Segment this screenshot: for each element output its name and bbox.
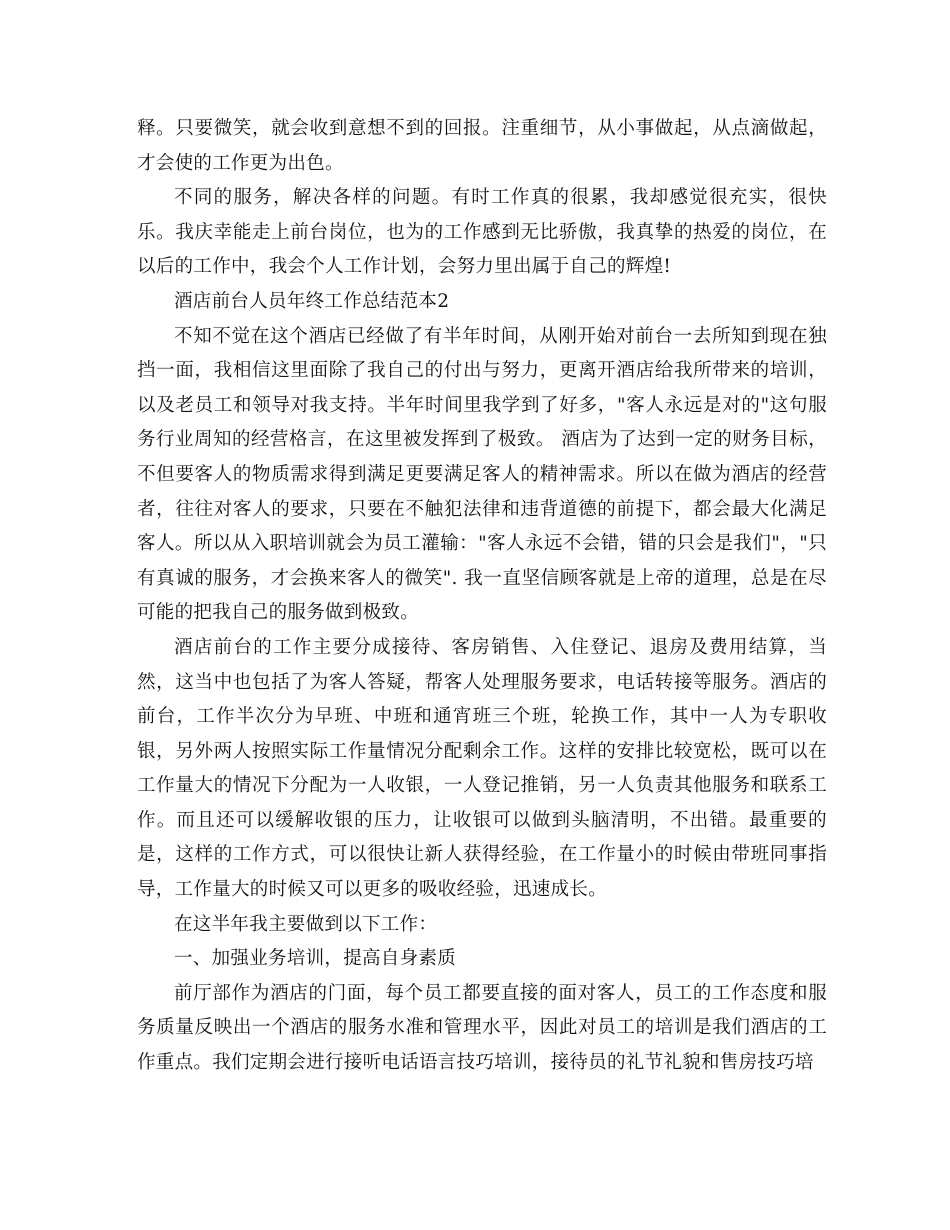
paragraph: 不知不觉在这个酒店已经做了有半年时间，从刚开始对前台一去所知到现在独挡一面，我相信这里面除了我自己的付出与努力，更离开酒店给我所带来的培训，以及老员工和领导对我支持。半年时间里我学到了好多，"客人永远是对的"这句服务行业周知的经营格言，在这里被发挥到了极致。 酒店为了达到一定的财务目标，不但要客人的物质需求得到满足更要满足客人的精神需求。所以在做为酒店的经营者，往往对客人的要求，只要在不触犯法律和违背道德的前提下，都会最大化满足客人。所以从入职培训就会为员工灌输："客人永远不会错，错的只会是我们"，"只有真诚的服务，才会换来客人的微笑". 我一直坚信顾客就是上帝的道理，总是在尽可能的把我自己的服务做到极致。 [137,325,827,624]
document-body [137,112,827,1081]
paragraph: 在这半年我主要做到以下工作： [174,913,438,935]
section-heading: 酒店前台人员年终工作总结范本2 [174,290,450,312]
paragraph-continuation: 释。只要微笑，就会收到意想不到的回报。注重细节，从小事做起，从点滴做起，才会使的工作更为出色。 [137,118,827,174]
paragraph: 酒店前台的工作主要分成接待、客房销售、入住登记、退房及费用结算，当然，这当中也包括了为客人答疑，帮客人处理服务要求，电话转接等服务。酒店的前台，工作半次分为早班、中班和通宵班三个班，轮换工作，其中一人为专职收银，另外两人按照实际工作量情况分配剩余工作。这样的安排比较宽松，既可以在工作量大的情况下分配为一人收银，一人登记推销，另一人负责其他服务和联系工作。而且还可以缓解收银的压力，让收银可以做到头脑清明，不出错。最重要的是，这样的工作方式，可以很快让新人获得经验，在工作量小的时候由带班同事指导，工作量大的时候又可以更多的吸收经验，迅速成长。 [137,636,827,901]
paragraph: 不同的服务，解决各样的问题。有时工作真的很累，我却感觉很充实，很快乐。我庆幸能走上前台岗位，也为的工作感到无比骄傲，我真挚的热爱的岗位，在以后的工作中，我会个人工作计划，会努力里出属于自己的辉煌! [137,187,827,278]
paragraph: 前厅部作为酒店的门面，每个员工都要直接的面对客人，员工的工作态度和服务质量反映出一个酒店的服务水准和管理水平，因此对员工的培训是我们酒店的工作重点。我们定期会进行接听电话语言技巧培训，接待员的礼节礼貌和售房技巧培 [137,982,827,1074]
section-heading: 一、加强业务培训，提高自身素质 [174,948,457,970]
